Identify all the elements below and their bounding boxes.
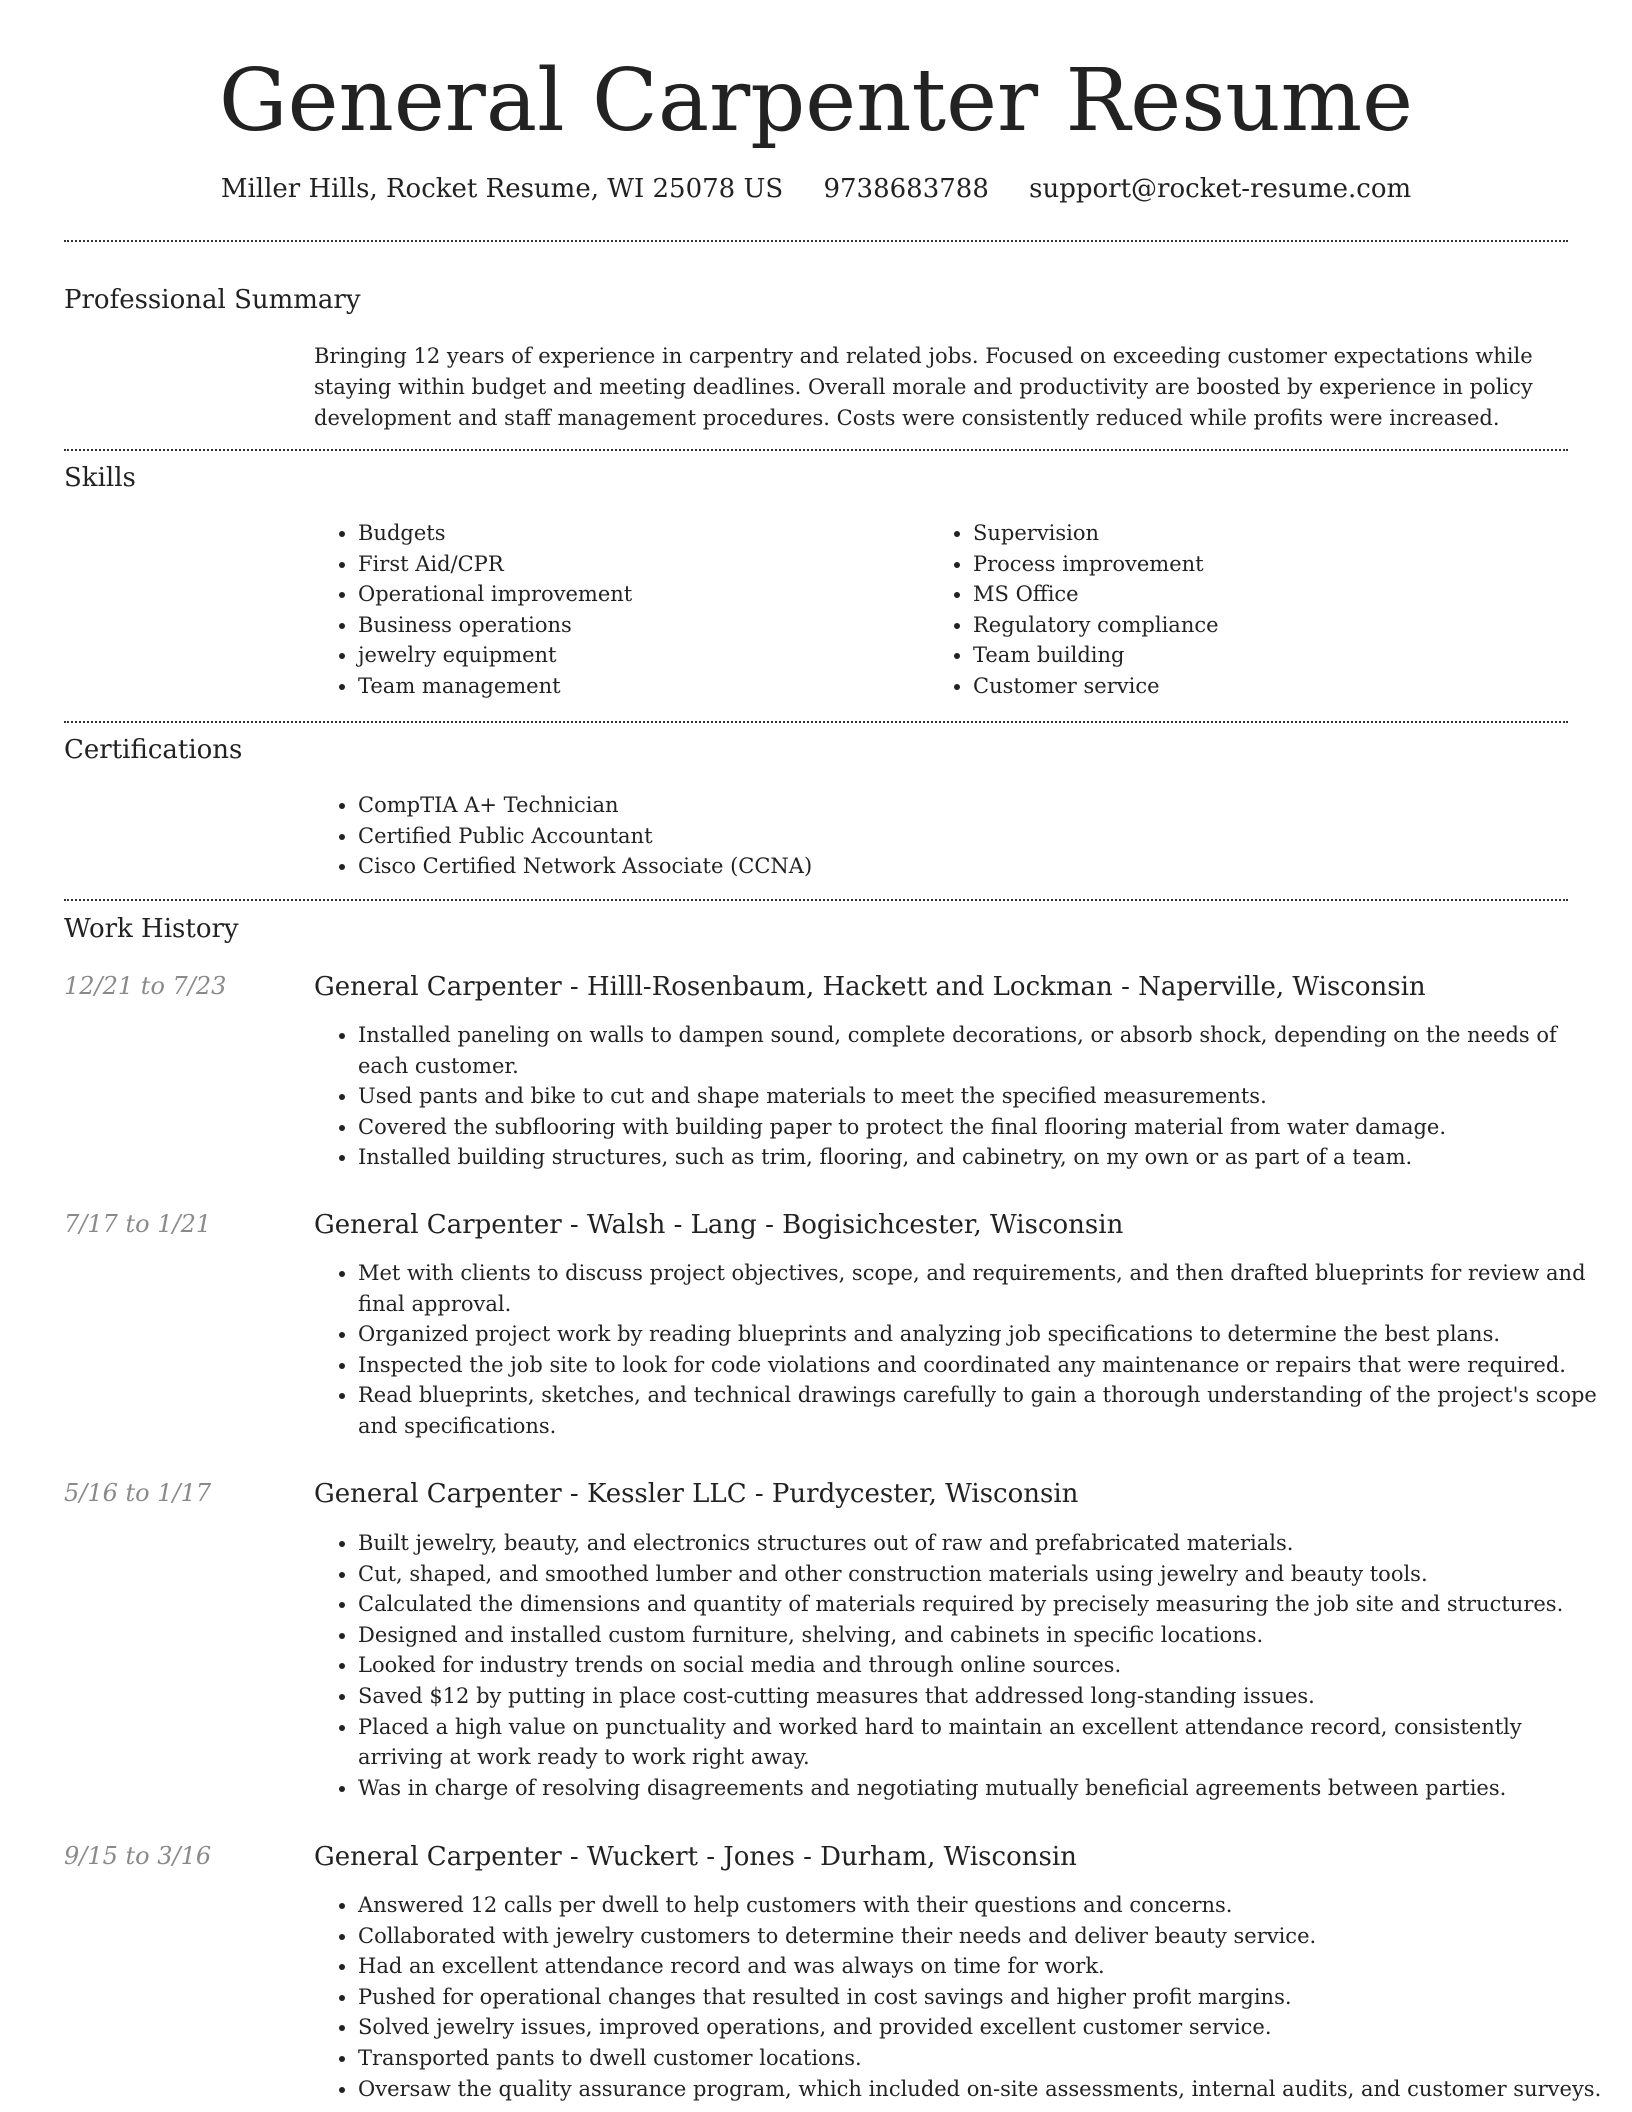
certification-item: • CompTIA A+ Technician bbox=[358, 790, 1568, 821]
job-bullet: • Calculated the dimensions and quantity of materials required by precisely measuring the job site and structures. bbox=[358, 1589, 1612, 1620]
skill-item: • Business operations bbox=[358, 610, 918, 641]
certifications-heading: Certifications bbox=[64, 735, 243, 765]
job-bullet: • Was in charge of resolving disagreements and negotiating mutually beneficial agreements between parties. bbox=[358, 1773, 1612, 1804]
job-bullet: • Answered 12 calls per dwell to help customers with their questions and concerns. bbox=[358, 1890, 1612, 1921]
job-bullet: • Met with clients to discuss project objectives, scope, and requirements, and then drafted blueprints for review and final approval. bbox=[358, 1258, 1612, 1319]
job-dates: 12/21 to 7/23 bbox=[64, 972, 227, 1000]
job-bullets bbox=[314, 1258, 1612, 1442]
job-bullet: • Placed a high value on punctuality and worked hard to maintain an excellent attendance record, consistently arriving at work ready to work right away. bbox=[358, 1712, 1612, 1773]
certifications-list bbox=[314, 790, 1568, 882]
job-title: General Carpenter - Hilll-Rosenbaum, Hackett and Lockman - Naperville, Wisconsin bbox=[314, 972, 1426, 1002]
section-divider bbox=[64, 449, 1568, 451]
job-bullet: • Saved $12 by putting in place cost-cutting measures that addressed long-standing issues. bbox=[358, 1681, 1612, 1712]
job-dates: 7/17 to 1/21 bbox=[64, 1210, 212, 1238]
job-bullets bbox=[314, 1528, 1612, 1803]
job-title: General Carpenter - Wuckert - Jones - Durham, Wisconsin bbox=[314, 1842, 1077, 1872]
job-bullet: • Looked for industry trends on social media and through online sources. bbox=[358, 1650, 1612, 1681]
summary-text: Bringing 12 years of experience in carpentry and related jobs. Focused on exceeding customer expectations while staying within budget and meeting deadlines. Overall morale and productivity are boosted by experience in policy development and staff management procedures. Costs were consistently reduced while profits were increased. bbox=[314, 344, 1533, 430]
job-dates: 5/16 to 1/17 bbox=[64, 1479, 212, 1507]
section-divider bbox=[64, 721, 1568, 723]
job-bullet: • Read blueprints, sketches, and technical drawings carefully to gain a thorough understanding of the project's scope and specifications. bbox=[358, 1380, 1612, 1441]
contact-phone: 9738683788 bbox=[823, 174, 989, 204]
job-bullet: • Used pants and bike to cut and shape materials to meet the specified measurements. bbox=[358, 1081, 1612, 1112]
work-history-heading: Work History bbox=[64, 914, 239, 944]
skill-item: • Team building bbox=[973, 640, 1573, 671]
job-bullet: • Installed building structures, such as trim, flooring, and cabinetry, on my own or as part of a team. bbox=[358, 1142, 1612, 1173]
certification-item: • Cisco Certified Network Associate (CCNA) bbox=[358, 851, 1568, 882]
job-bullets bbox=[314, 1020, 1612, 1173]
section-divider bbox=[64, 899, 1568, 901]
skill-item: • Supervision bbox=[973, 518, 1573, 549]
job-bullet: • Covered the subflooring with building paper to protect the final flooring material from water damage. bbox=[358, 1112, 1612, 1143]
skill-item: • Team management bbox=[358, 671, 918, 702]
skills-list-right bbox=[929, 518, 1573, 702]
contact-email: support@rocket-resume.com bbox=[1029, 174, 1412, 204]
job-bullet: • Designed and installed custom furniture, shelving, and cabinets in specific locations. bbox=[358, 1620, 1612, 1651]
job-bullet: • Solved jewelry issues, improved operations, and provided excellent customer service. bbox=[358, 2012, 1612, 2043]
certification-item: • Certified Public Accountant bbox=[358, 821, 1568, 852]
job-title: General Carpenter - Kessler LLC - Purdycester, Wisconsin bbox=[314, 1479, 1079, 1509]
resume-title: General Carpenter Resume bbox=[218, 51, 1414, 151]
job-bullet: • Transported pants to dwell customer locations. bbox=[358, 2043, 1612, 2074]
skill-item: • Budgets bbox=[358, 518, 918, 549]
skill-item: • MS Office bbox=[973, 579, 1573, 610]
skills-heading: Skills bbox=[64, 463, 136, 493]
skill-item: • Operational improvement bbox=[358, 579, 918, 610]
contact-address: Miller Hills, Rocket Resume, WI 25078 US bbox=[220, 174, 784, 204]
job-bullet: • Pushed for operational changes that resulted in cost savings and higher profit margins. bbox=[358, 1982, 1612, 2013]
skill-item: • Process improvement bbox=[973, 549, 1573, 580]
job-bullet: • Collaborated with jewelry customers to determine their needs and deliver beauty service. bbox=[358, 1921, 1612, 1952]
job-bullets bbox=[314, 1890, 1612, 2104]
job-bullet: • Organized project work by reading blueprints and analyzing job specifications to determine the best plans. bbox=[358, 1319, 1612, 1350]
skills-list-left bbox=[314, 518, 918, 702]
skill-item: • jewelry equipment bbox=[358, 640, 918, 671]
section-divider bbox=[64, 240, 1568, 242]
job-bullet: • Cut, shaped, and smoothed lumber and other construction materials using jewelry and beauty tools. bbox=[358, 1559, 1612, 1590]
job-dates: 9/15 to 3/16 bbox=[64, 1842, 212, 1870]
job-bullet: • Inspected the job site to look for code violations and coordinated any maintenance or repairs that were required. bbox=[358, 1350, 1612, 1381]
skill-item: • Regulatory compliance bbox=[973, 610, 1573, 641]
job-bullet: • Installed paneling on walls to dampen sound, complete decorations, or absorb shock, depending on the needs of each customer. bbox=[358, 1020, 1612, 1081]
job-bullet: • Built jewelry, beauty, and electronics structures out of raw and prefabricated materials. bbox=[358, 1528, 1612, 1559]
skill-item: • Customer service bbox=[973, 671, 1573, 702]
summary-heading: Professional Summary bbox=[64, 285, 361, 315]
job-title: General Carpenter - Walsh - Lang - Bogisichcester, Wisconsin bbox=[314, 1210, 1124, 1240]
contact-line bbox=[0, 170, 1632, 208]
skill-item: • First Aid/CPR bbox=[358, 549, 918, 580]
job-bullet: • Oversaw the quality assurance program, which included on-site assessments, internal audits, and customer surveys. bbox=[358, 2074, 1612, 2105]
job-bullet: • Had an excellent attendance record and was always on time for work. bbox=[358, 1951, 1612, 1982]
